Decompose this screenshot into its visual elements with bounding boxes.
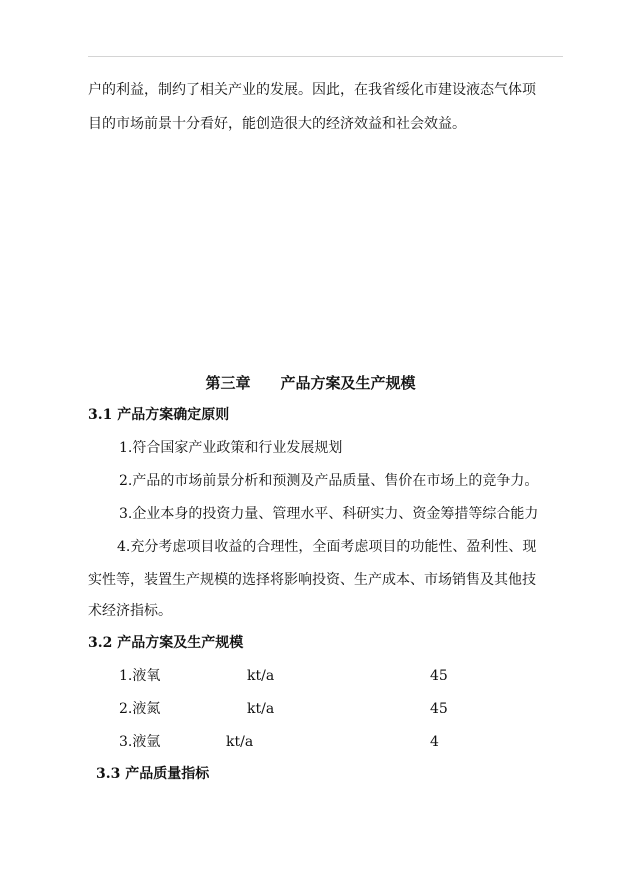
- product-value: 4: [430, 734, 439, 750]
- product-value: 45: [430, 701, 448, 717]
- section-3-3-heading: 3.3 产品质量指标: [96, 766, 210, 782]
- product-name: 2.液氮: [119, 701, 161, 717]
- product-name: 3.液氩: [119, 734, 161, 750]
- intro-line-2: 目的市场前景十分看好，能创造很大的经济效益和社会效益。: [88, 116, 466, 132]
- intro-line-1: 户的利益，制约了相关产业的发展。因此，在我省绥化市建设液态气体项: [88, 82, 536, 98]
- header-rule: [88, 56, 563, 57]
- section-3-1-heading: 3.1 产品方案确定原则: [88, 407, 230, 423]
- chapter-name: 产品方案及生产规模: [280, 374, 416, 392]
- principle-item-3: 3.企业本身的投资力量、管理水平、科研实力、资金筹措等综合能力: [119, 506, 539, 522]
- product-unit: kt/a: [247, 701, 275, 717]
- principle-item-4-cont-1: 实性等，装置生产规模的选择将影响投资、生产成本、市场销售及其他技: [88, 572, 536, 588]
- product-value: 45: [430, 668, 448, 684]
- product-name: 1.液氧: [119, 668, 161, 684]
- chapter-number: 第三章: [205, 374, 251, 392]
- principle-item-4: 4.充分考虑项目收益的合理性，全面考虑项目的功能性、盈利性、现: [117, 539, 537, 555]
- principle-item-4-cont-2: 术经济指标。: [88, 603, 172, 619]
- product-unit: kt/a: [247, 668, 275, 684]
- section-3-2-heading: 3.2 产品方案及生产规模: [88, 635, 244, 651]
- principle-item-1: 1.符合国家产业政策和行业发展规划: [119, 440, 343, 456]
- chapter-title: [0, 373, 621, 393]
- principle-item-2: 2.产品的市场前景分析和预测及产品质量、售价在市场上的竞争力。: [119, 473, 539, 489]
- product-unit: kt/a: [226, 734, 254, 750]
